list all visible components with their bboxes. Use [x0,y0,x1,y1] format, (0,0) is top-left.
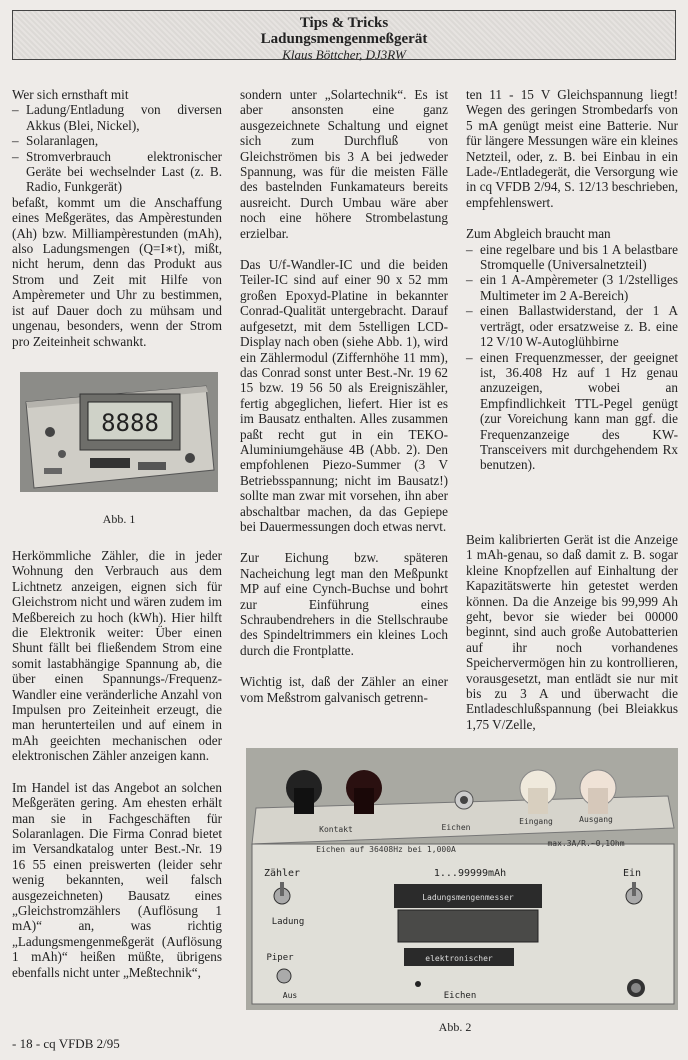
article-header [12,10,676,60]
equipment-list [466,242,678,473]
intro-text: Wer sich ernsthaft mit [12,87,129,102]
list-item: – eine regelbare und bis 1 A belastbare Stromquelle (Universalnetzteil) [466,242,678,273]
paragraph: Zur Eichung bzw. späteren Nacheichung legt man den Meßpunkt MP auf eine Cynch-Buchse und bohrt zur Einführung eines Schraubendrehers in die Stellschraube des Spindeltrimmers ein kleines Loch durch die Frontplatte. [240,550,448,658]
paragraph: Im Handel ist das Angebot an solchen Meßgeräten gering. Am ehesten erhält man sie in Fachgeschäften für Solaranlagen. Die Firma Conrad bietet im Versandkatalog unter Best.-Nr. 19 16 55 einen preiswerten (leider sehr wenig bekannten, weil falsch ausgezeichneten) Bausatz eines „Gleichstromzählers (Auflösung 1 mA)“ an, was richtig „Ladungsmengenmeßgerät (Auflösung 1 mAh)“ heißen müßte, übrigens ebenfalls nicht unter „Meßtechnik“, [12,779,222,980]
label-eichen-bottom: Eichen [443,991,477,1001]
figure-1-caption: Abb. 1 [102,512,136,526]
column-1-top [12,87,222,349]
list-item: – einen Frequenzmesser, der geeignet ist, 36.408 Hz auf 1 Hz genau anzuzeigen, wobei an Empfindlichkeit TTL-Pegel genügt (zur Voreichung kann man ggf. die Frequenzanzeige des KW-Transceivers mit durchgehendem Rx benutzen). [466,350,678,473]
figure-1-photo [20,372,218,492]
column-2 [240,87,448,705]
column-1-bottom [12,548,222,980]
label-eich-line: Eichen auf 36408Hz bei 1,000A [316,845,456,854]
column-3-bottom [466,532,678,732]
label-ausgang: Ausgang [579,815,613,824]
label-kontakt: Kontakt [319,825,353,834]
list-item: – Stromverbrauch elektronischer Geräte bei wechselnder Last (z. B. Radio, Funkgerät) [12,149,222,195]
figure-2-caption: Abb. 2 [438,1020,472,1034]
article-author: Klaus Böttcher, DJ3RW [282,47,406,62]
label-eingang: Eingang [519,817,553,826]
label-ein: Ein [622,868,642,879]
paragraph: ten 11 - 15 V Gleichspannung liegt! Wegen des geringen Strombedarfs von 5 mA genügt meist eine Batterie. Nur für längere Messungen wäre ein kleines Netzteil, oder, z. B. bei Einbau in ein Lade-/Entladegerät, die Versorgung wie in cq VFDB 2/94, S. 12/13 beschrieben, empfehlenswert. [466,87,678,210]
lcd-digits: 8888 [101,409,159,437]
label-aus: Aus [282,991,298,1000]
paragraph: sondern unter „Solartechnik“. Es ist aber ansonsten eine ganz ausgezeichnete Schaltung und eignet sich zum Durchfluß von Gleichströmen bis 3 A bei jedweder Spannung, was für die meisten Fälle des bastelnden Funkamateurs bereits ausreicht. Durch Umbau wäre aber noch eine höhere Strombelastung erzielbar. [240,87,448,241]
usage-list [12,102,222,194]
section-title: Tips & Tricks [299,15,389,31]
label-ladung: Ladung [271,917,305,927]
page-footer: - 18 - cq VFDB 2/95 [12,1036,120,1051]
paragraph: Beim kalibrierten Gerät ist die Anzeige 1 mAh-genau, so daß damit z. B. sogar kleine Knopfzellen auf Einhaltung der Kapazitätswerte hin getestet werden können. Da die Anzeige bis 99,999 Ah geht, bevor sie wieder bei 00000 beginnt, sind auch große Autobatterien auf ihr noch vorhandenes Speichervermögen hin zu kontrollieren, vorausgesetzt, man entlädt sie nur mit bis zu 3 A und überwacht die Entladeschlußspannung (bei Bleiakkus 1,75 V/Zelle, [466,532,678,732]
paragraph: Herkömmliche Zähler, die in jeder Wohnung den Verbrauch aus dem Lichtnetz anzeigen, eignen sich für Gleichstrom nicht und wären zudem im Meßbereich zu hoch (kWh). Hier hilft die Elektronik weiter: Über einen Shunt fällt bei fließendem Strom eine somit lastabhängige Spannung ab, die über einen Spannungs-/Frequenz-Wandler eine veränderliche Anzahl von Impulsen pro Zeiteinheit erzeugt, die man herunterteilen und auf einem in mAh geeichten mechanischen oder elektronischen Zähler anzeigen kann. [12,548,222,764]
label-range: 1...99999mAh [433,868,507,879]
list-item: – einen Ballastwiderstand, der 1 A verträgt, oder ersatzweise z. B. eine 12 V/10 W-Autoglühbirne [466,303,678,349]
paragraph: befaßt, kommt um die Anschaffung eines Meßgerätes, das Ampèrestunden (Ah) bzw. Milliampèrestunden (mAh), also Ladungsmengen (Q=I∗t), mißt, nicht herum, denn das Produkt aus Strom und Zeit mit Hilfe von Ampèremeter und Uhr zu bestimmen, ist auf Dauer doch zu mühsam und ungenau, besonders, wenn der Strom pro Zeiteinheit schwankt. [12,194,222,349]
label-zaehler: Zähler [263,868,301,879]
figure-2-photo [246,748,678,1010]
column-3-top [466,87,678,473]
paragraph: Das U/f-Wandler-IC und die beiden Teiler-IC sind auf einer 90 x 52 mm großen Epoxyd-Platine in bekannter Conrad-Qualität untergebracht. Darauf aufgesetzt, mit dem 5stelligen LCD-Display nach oben (siehe Abb. 1), wird ein Zählermodul (Ziffernhöhe 11 mm), das Conrad sonst unter Best.-Nr. 19 62 15 bzw. 19 56 50 als Ereigniszähler, fertig abgeglichen, liefert. Hier ist es im Bausatz enthalten. Alles zusammen paßt recht gut in ein TEKO-Aluminiumgehäuse 4B (Abb. 2). Den empfohlenen Piezo-Summer (3 V Betriebsspannung; nicht im Bausatz!) sollte man zwar mit vorsehen, ihn aber abschaltbar machen, da das Gepiepe bei Dauermessungen doch etwas nervt. [240,257,448,534]
label-eichen-top: Eichen [441,823,471,832]
paragraph: Wichtig ist, daß der Zähler an einer vom Meßstrom galvanisch getrenn- [240,674,448,705]
sub-label: elektronischer [425,954,493,963]
label-max-line: max.3A/R.~0,1Ohm [547,839,625,848]
intro-text: Zum Abgleich braucht man [466,226,611,242]
list-item: – ein 1 A-Ampèremeter (3 1/2stelliges Multimeter im 2 A-Bereich) [466,272,678,303]
display-label: Ladungsmengenmesser [422,893,514,902]
article-title: Ladungsmengenmeßgerät [260,31,428,47]
list-item: – Ladung/Entladung von diversen Akkus (Blei, Nickel), [12,102,222,133]
label-piper: Piper [266,953,294,963]
list-item: – Solaranlagen, [12,133,222,148]
